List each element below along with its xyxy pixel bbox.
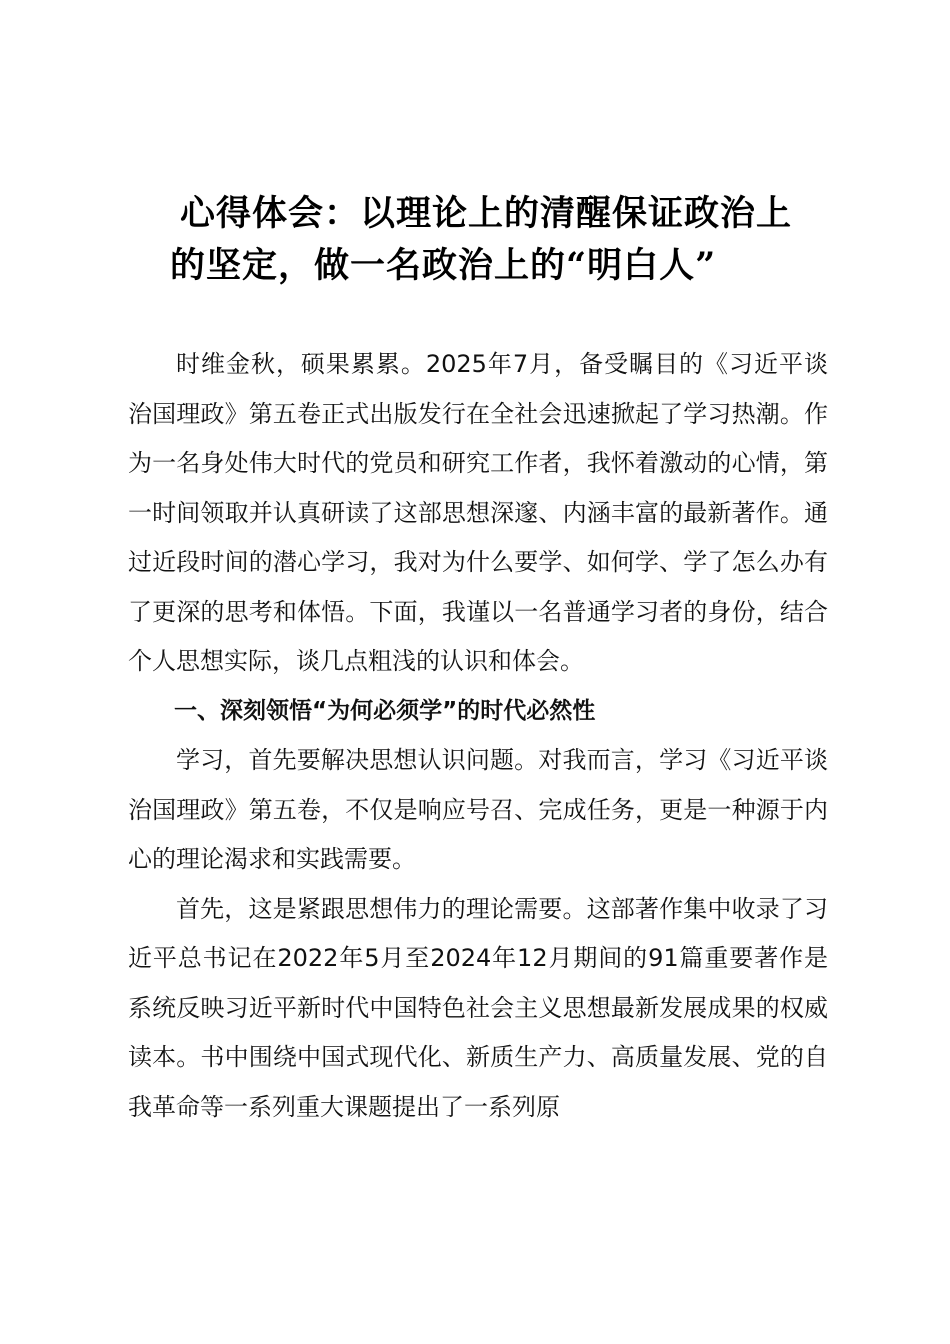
body-paragraph: 学习，首先要解决思想认识问题。对我而言，学习《习近平谈治国理政》第五卷，不仅是响应号召、完成任务，更是一种源于内心的理论渴求和实践需要。 bbox=[128, 746, 828, 873]
document-title bbox=[150, 188, 840, 292]
title-line-2: 的坚定，做一名政治上的“明白人” bbox=[170, 245, 717, 286]
document-body bbox=[128, 340, 828, 1132]
intro-paragraph: 时维金秋，硕果累累。2025年7月，备受瞩目的《习近平谈治国理政》第五卷正式出版发行在全社会迅速掀起了学习热潮。作为一名身处伟大时代的党员和研究工作者，我怀着激动的心情，第一时间领取并认真研读了这部思想深邃、内涵丰富的最新著作。通过近段时间的潜心学习，我对为什么要学、如何学、学了怎么办有了更深的思考和体悟。下面，我谨以一名普通学习者的身份，结合个人思想实际，谈几点粗浅的认识和体会。 bbox=[128, 350, 828, 675]
section-heading-1: 一、深刻领悟“为何必须学”的时代必然性 bbox=[174, 697, 596, 724]
title-line-1: 心得体会：以理论上的清醒保证政治上 bbox=[180, 193, 793, 234]
body-paragraph: 首先，这是紧跟思想伟力的理论需要。这部著作集中收录了习近平总书记在2022年5月至2024年12月期间的91篇重要著作是系统反映习近平新时代中国特色社会主义思想最新发展成果的权威读本。书中围绕中国式现代化、新质生产力、高质量发展、党的自我革命等一系列重大课题提出了一系列原 bbox=[128, 894, 828, 1121]
